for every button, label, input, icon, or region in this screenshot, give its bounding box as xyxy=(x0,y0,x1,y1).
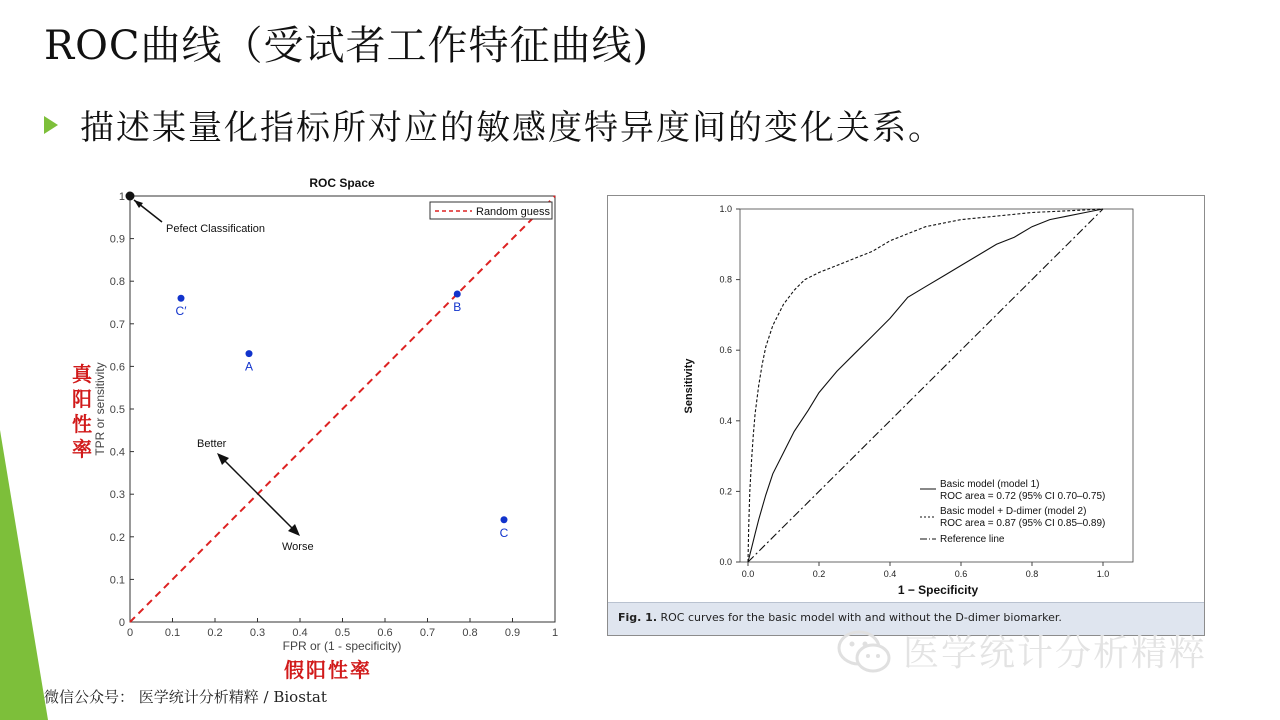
point-C xyxy=(501,516,508,523)
perfect-point xyxy=(126,192,135,201)
x-tick-label: 0.6 xyxy=(377,627,393,639)
legend-label: Random guess xyxy=(476,206,550,218)
y-axis-label: TPR or sensitivity xyxy=(93,362,107,456)
point-C′ xyxy=(178,295,185,302)
x-tick-label: 0.8 xyxy=(462,627,478,639)
slide-title: ROC曲线（受试者工作特征曲线) xyxy=(44,23,650,69)
svg-text:Pefect Classification: Pefect Classification xyxy=(166,223,266,235)
x-tick-label: 0.2 xyxy=(207,627,223,639)
y-tick-label: 0.2 xyxy=(109,531,125,544)
watermark-text: 医学统计分析精粹 xyxy=(903,633,1208,674)
y-tick-label: 0.4 xyxy=(109,446,125,459)
y-tick-label: 0.8 xyxy=(719,274,732,285)
x-tick-label: 0.2 xyxy=(812,569,826,579)
wechat-icon xyxy=(835,626,895,676)
point-label: C′ xyxy=(175,304,187,319)
y-tick-label: 0.0 xyxy=(719,557,732,567)
y-tick-label: 0.7 xyxy=(109,318,125,331)
x-tick-label: 0.8 xyxy=(1025,569,1039,579)
y-tick-label: 0 xyxy=(118,617,125,629)
y-tick-label: 1.0 xyxy=(719,204,732,214)
y-tick-label: 1 xyxy=(118,191,125,203)
point-label: B xyxy=(453,299,462,314)
legend xyxy=(430,202,552,219)
x-tick-label: 0.0 xyxy=(741,569,755,579)
x-tick-label: 0.5 xyxy=(334,627,351,639)
x-tick-label: 0.3 xyxy=(249,627,266,639)
y-tick-label: 0.4 xyxy=(719,415,732,426)
svg-text:ROC area = 0.87 (95% CI 0.85–0: ROC area = 0.87 (95% CI 0.85–0.89) xyxy=(940,518,1106,529)
svg-text:Reference line: Reference line xyxy=(940,534,1005,545)
y-tick-label: 0.6 xyxy=(719,345,732,356)
y-tick-label: 0.6 xyxy=(109,361,125,374)
x-axis-cn-label: 假阳性率 xyxy=(284,658,372,682)
chart-title: ROC Space xyxy=(309,176,375,190)
figure-frame xyxy=(607,195,1205,636)
y-tick-label: 0.8 xyxy=(109,276,125,289)
svg-text:ROC area = 0.72 (95% CI 0.70–0: ROC area = 0.72 (95% CI 0.70–0.75) xyxy=(940,491,1106,502)
worse-label: Worse xyxy=(282,541,314,553)
x-tick-label: 0.6 xyxy=(954,569,968,579)
svg-text:Basic model (model 1): Basic model (model 1) xyxy=(940,479,1040,490)
x-axis-label: FPR or (1 - specificity) xyxy=(282,639,402,653)
point-label: A xyxy=(244,359,254,374)
bullet-text: 描述某量化指标所对应的敏感度特异度间的变化关系。 xyxy=(80,108,944,148)
x-tick-label: 0.4 xyxy=(883,569,897,579)
svg-text:Basic model + D-dimer (model 2: Basic model + D-dimer (model 2) xyxy=(940,506,1087,517)
caption-text: ROC curves for the basic model with and without the D-dimer biomarker. xyxy=(660,611,1062,624)
x-tick-label: 0.4 xyxy=(292,627,308,639)
y-tick-label: 0.9 xyxy=(109,233,125,246)
watermark xyxy=(835,625,1207,676)
x-tick-label: 0.7 xyxy=(419,627,436,639)
point-B xyxy=(454,290,461,297)
roc-curves-chart xyxy=(608,196,1204,601)
x-tick-label: 1 xyxy=(551,627,559,639)
caption-label: Fig. 1. xyxy=(618,611,657,624)
x-tick-label: 0 xyxy=(126,627,134,639)
x-tick-label: 0.1 xyxy=(164,627,181,639)
y-axis-label: Sensitivity xyxy=(683,358,695,414)
x-tick-label: 1.0 xyxy=(1096,569,1110,579)
x-tick-label: 0.9 xyxy=(504,627,521,639)
y-axis-cn-label: 真阳性率 xyxy=(72,362,92,461)
y-tick-label: 0.5 xyxy=(109,404,125,416)
point-A xyxy=(246,350,253,357)
y-tick-label: 0.2 xyxy=(719,486,732,497)
point-label: C xyxy=(499,525,509,540)
footer-text: 微信公众号： 医学统计分析精粹 / Biostat xyxy=(44,688,327,706)
x-axis-label: 1 − Specificity xyxy=(897,583,979,597)
y-tick-label: 0.3 xyxy=(109,489,125,502)
better-label: Better xyxy=(197,438,227,450)
y-tick-label: 0.1 xyxy=(109,574,125,587)
